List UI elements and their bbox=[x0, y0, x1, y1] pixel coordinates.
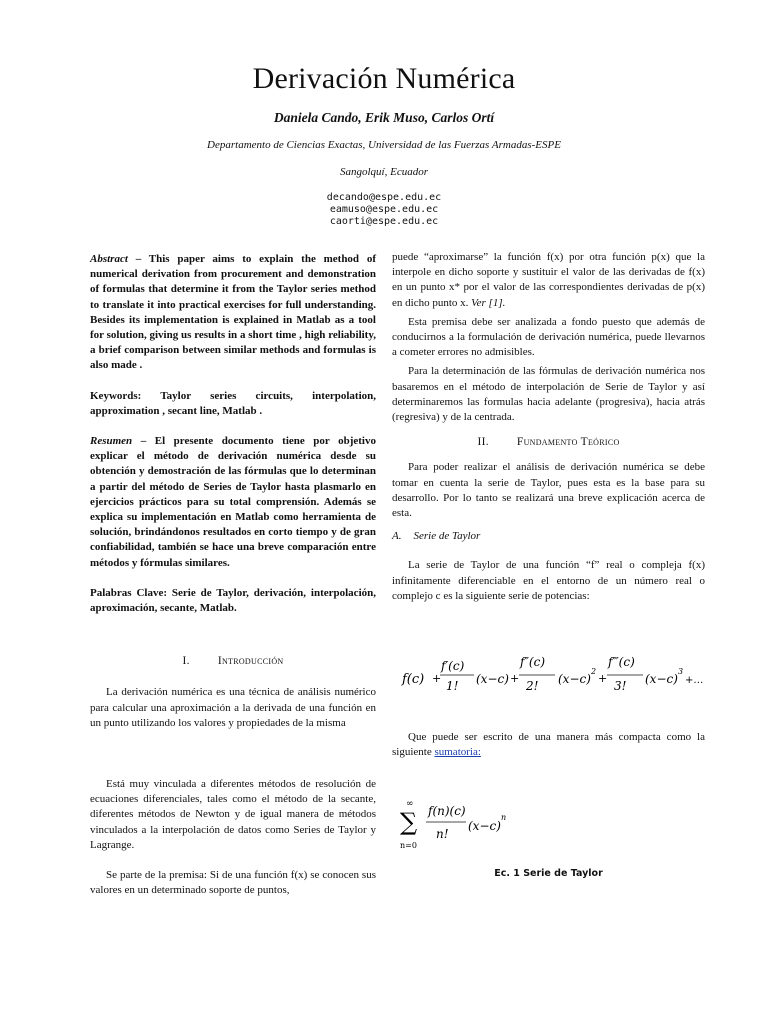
svg-text:+: + bbox=[510, 672, 520, 686]
svg-text:(x−c): (x−c) bbox=[558, 672, 591, 687]
resumen-paragraph bbox=[90, 434, 376, 571]
right-paragraph-5: La serie de Taylor de una función “f” real o compleja f(x) infinitamente diferenciable en el entorno de un número real o complejo c es la siguiente serie de potencias: bbox=[392, 559, 705, 602]
section-heading-introduccion bbox=[90, 654, 376, 669]
palabras-clave-text: Serie de Taylor, derivación, interpolación, aproximación, secante, Matlab. bbox=[90, 586, 376, 615]
formula-fc: f(c) bbox=[402, 672, 425, 688]
sum-upper-limit: ∞ bbox=[406, 799, 414, 810]
keywords-text: Taylor series circuits, interpolation, approximation , secant line, Matlab . bbox=[90, 389, 376, 417]
email-list bbox=[0, 192, 768, 228]
taylor-summation-svg bbox=[392, 788, 552, 858]
svg-text:+: + bbox=[598, 672, 608, 686]
intro-paragraph-3: Se parte de la premisa: Si de una función f(x) se conocen sus valores en un determinado soporte de puntos, bbox=[90, 869, 376, 897]
equation-caption: Ec. 1 Serie de Taylor bbox=[494, 868, 603, 880]
formula-term2-num: f″(c) bbox=[520, 655, 546, 670]
abstract-block bbox=[90, 252, 376, 374]
left-column bbox=[90, 252, 376, 899]
abstract-paragraph bbox=[90, 252, 376, 374]
taylor-expanded-formula bbox=[392, 644, 705, 704]
formula-term3-den: 3! bbox=[614, 679, 627, 694]
formula-term1-num: f′(c) bbox=[441, 659, 465, 674]
location: Sangolquí, Ecuador bbox=[340, 166, 428, 178]
formula-term2-den: 2! bbox=[526, 679, 539, 694]
reference-citation[interactable]: Ver [1]. bbox=[471, 296, 506, 309]
formula-term3-pow: 3 bbox=[678, 667, 684, 677]
sumatoria-link[interactable]: sumatoria: bbox=[434, 746, 481, 759]
right-paragraph-3: Para la determinación de las fórmulas de derivación numérica nos basaremos en el método de interpolación de Serie de Taylor y así determinaremos las formulas hacia adelante (progresiva), hacia atrás (regresiva) y de la centrada. bbox=[392, 365, 705, 424]
svg-text:(x−c): (x−c) bbox=[468, 819, 501, 834]
keywords-label: Keywords: bbox=[90, 389, 142, 402]
resumen-text: – El presente documento tiene por objetivo explicar el método de derivación numérica desde su obtención y demostración de las fórmulas que lo determinan a partir del método de Series de Taylor hasta plasmarlo en ejercicios prácticos para su total comprensión. Además se explica su implementación en Matlab como herramienta de solución, brindándonos resultados en corto tiempo y de gran confiabilidad, también se hace una breve comparación entre métodos y fórmulas similares. bbox=[90, 435, 376, 569]
right-paragraph-1 bbox=[392, 250, 705, 311]
palabras-clave-label: Palabras Clave: bbox=[90, 586, 168, 599]
email-1: decando@espe.edu.ec bbox=[326, 192, 442, 203]
intro-paragraph-1: La derivación numérica es una técnica de análisis numérico para calcular una aproximación a la derivada de una función en un punto utilizando los valores y propiedades de la misma bbox=[90, 686, 376, 729]
right-paragraph-4: Para poder realizar el análisis de derivación numérica se debe tomar en cuenta la serie de Taylor, pues esta es la base para su desarrollo. Por lo tanto se realizará una breve explicación acerca de esta. bbox=[392, 461, 705, 520]
section-number: I. bbox=[182, 655, 190, 668]
abstract-text: – This paper aims to explain the method of numerical derivation from procurement and demonstration of formulas that determine it from the Taylor series method to translate it into practical exercises for full understanding. Besides its implementation is explained in Matlab as a tool for solution, giving us results in a short time , high reliability, a brief comparison between similar methods and formulas is also made . bbox=[90, 253, 376, 372]
formula-term1-den: 1! bbox=[446, 679, 459, 694]
resumen-label: Resumen bbox=[90, 435, 133, 448]
formula-ellipsis: +… bbox=[685, 675, 704, 687]
sum-lower-limit: n=0 bbox=[400, 841, 417, 851]
sum-power: n bbox=[501, 813, 507, 823]
svg-text:(x−c): (x−c) bbox=[476, 672, 509, 687]
right-column bbox=[392, 250, 705, 882]
taylor-summation-formula bbox=[392, 788, 705, 858]
email-3: caorti@espe.edu.ec bbox=[329, 216, 439, 227]
right-paragraph-1-text: puede “aproximarse” la función f(x) por otra función p(x) que la interpole en dicho soporte y sustituir el valor de las derivadas de f(x) en un punto x* por el valor de las correspondientes derivadas de p(x) en dicho punto x. bbox=[392, 251, 705, 309]
sum-denominator: n! bbox=[436, 827, 449, 842]
formula-term2-pow: 2 bbox=[591, 667, 597, 677]
subsection-title: Serie de Taylor bbox=[413, 530, 481, 543]
svg-text:+: + bbox=[432, 672, 442, 686]
section-heading-fundamento bbox=[392, 435, 705, 450]
intro-paragraph-2: Está muy vinculada a diferentes métodos de resolución de ecuaciones diferenciales, tales como el método de la secante, diferentes métodos de Newton y de igual manera de métodos vinculados a la interpolación de datos como Series de Taylor y Lagrange. bbox=[90, 778, 376, 851]
author-list: Daniela Cando, Erik Muso, Carlos Ortí bbox=[273, 110, 495, 125]
email-2: eamuso@espe.edu.ec bbox=[329, 204, 439, 215]
section-number: II. bbox=[477, 436, 489, 449]
palabras-clave-paragraph bbox=[90, 586, 376, 616]
right-paragraph-6 bbox=[392, 730, 705, 760]
sum-numerator: f(n)(c) bbox=[428, 804, 466, 819]
affiliation: Departamento de Ciencias Exactas, Universidad de las Fuerzas Armadas-ESPE bbox=[207, 139, 561, 151]
section-title: Introducción bbox=[217, 655, 284, 668]
taylor-expanded-svg bbox=[392, 644, 705, 704]
svg-text:(x−c): (x−c) bbox=[645, 672, 678, 687]
abstract-label: Abstract bbox=[90, 253, 128, 265]
subsection-number: A. bbox=[392, 530, 402, 543]
paper-title: Derivación Numérica bbox=[252, 62, 516, 95]
section-title: Fundamento Teórico bbox=[516, 436, 620, 449]
svg-text:∑: ∑ bbox=[400, 808, 418, 837]
right-paragraph-2: Esta premisa debe ser analizada a fondo puesto que además de conducirnos a la formulación de derivación numérica, puede llevarnos a cometer errores no admisibles. bbox=[392, 315, 705, 359]
right-paragraph-6-text: Que puede ser escrito de una manera más compacta como la siguiente bbox=[392, 731, 705, 759]
formula-term3-num: f‴(c) bbox=[608, 655, 635, 670]
keywords-paragraph bbox=[90, 389, 376, 419]
subsection-heading-serie-taylor bbox=[392, 529, 705, 544]
